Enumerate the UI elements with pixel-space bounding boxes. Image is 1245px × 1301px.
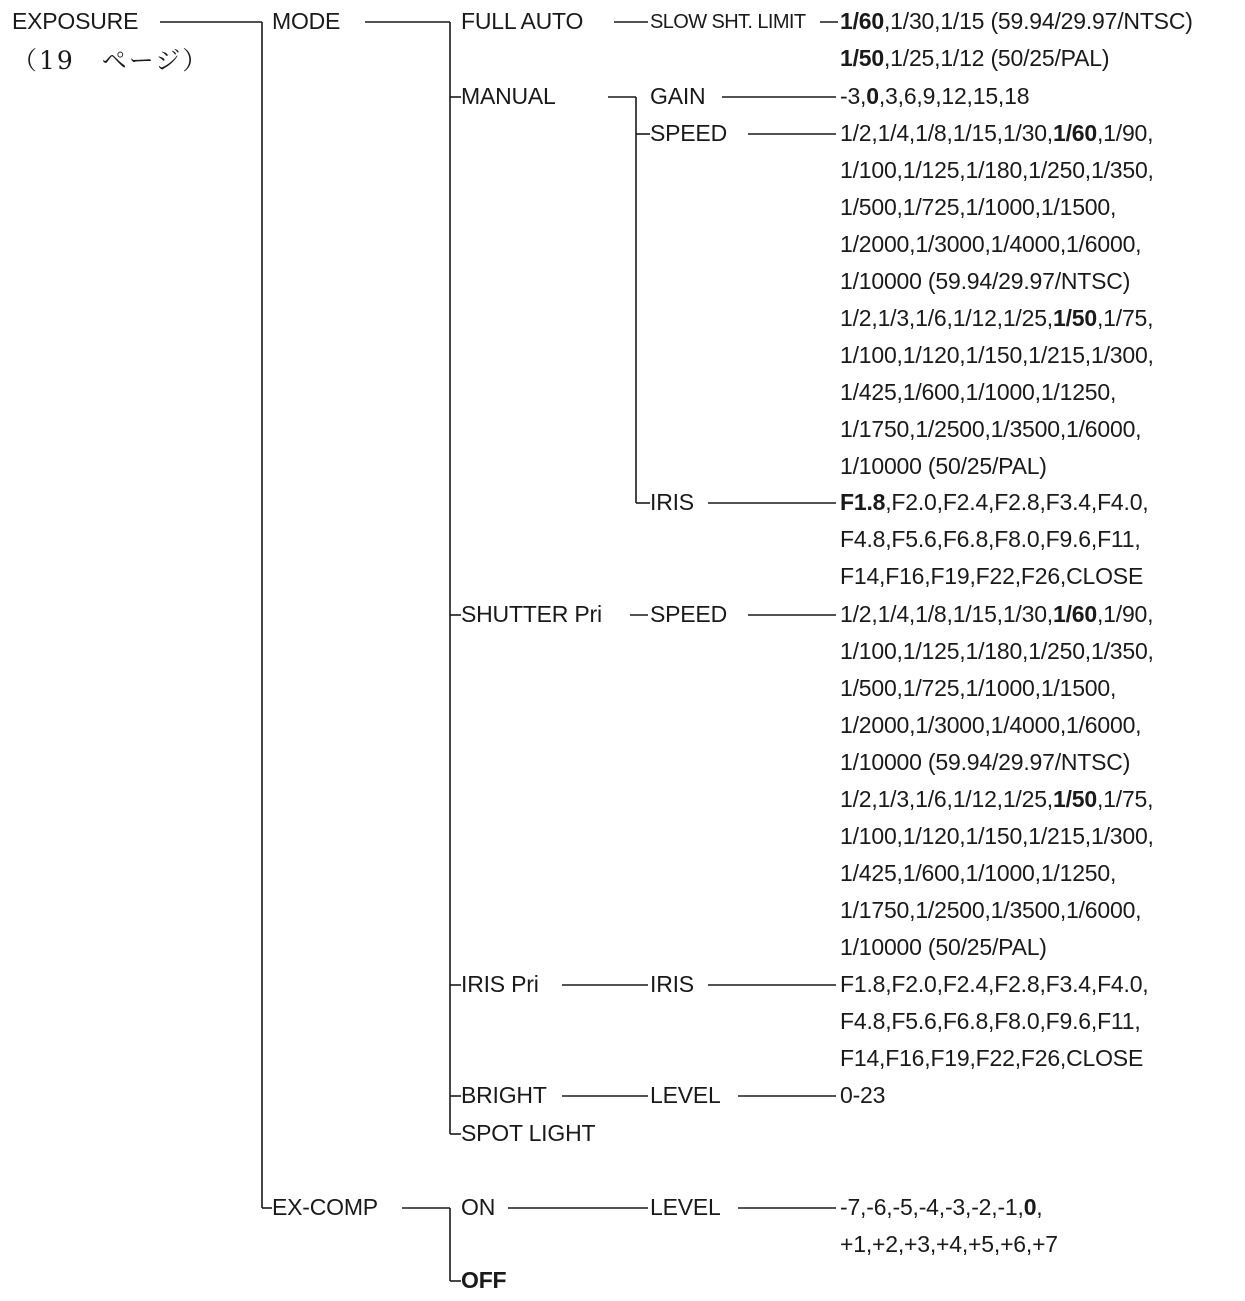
default-value: 0 <box>866 83 879 109</box>
value-text: ,1/75, <box>1096 305 1154 331</box>
value-line <box>840 307 1153 330</box>
full-auto-label: FULL AUTO <box>461 10 587 33</box>
value-text: ,1/25,1/12 (50/25/PAL) <box>883 45 1110 71</box>
value-text: ,1/75, <box>1096 786 1154 812</box>
value-text: ,1/90, <box>1096 120 1154 146</box>
default-value: 1/60 <box>840 8 884 34</box>
value-text: F4.8,F5.6,F6.8,F8.0,F9.6,F11, <box>840 1008 1141 1034</box>
value-line <box>840 1010 1141 1033</box>
value-text: -3, <box>840 83 867 109</box>
value-text: +1,+2,+3,+4,+5,+6,+7 <box>840 1231 1058 1257</box>
ex-comp-on-label: ON <box>461 1196 499 1219</box>
value-line <box>840 233 1141 256</box>
ex-comp-off-label: OFF <box>461 1269 510 1292</box>
default-value: 1/50 <box>1053 786 1097 812</box>
ex-comp-label: EX-COMP <box>272 1196 382 1219</box>
ex-comp-level-label: LEVEL <box>650 1196 725 1219</box>
value-line <box>840 122 1153 145</box>
value-line <box>840 751 1130 774</box>
page-reference: （19 ページ） <box>12 46 210 75</box>
value-line <box>840 10 1193 33</box>
slow-sht-limit-label: SLOW SHT. LIMIT <box>650 12 809 32</box>
value-line <box>840 862 1116 885</box>
manual-speed-label: SPEED <box>650 122 731 145</box>
value-text: F14,F16,F19,F22,F26,CLOSE <box>840 1045 1144 1071</box>
default-value: 1/50 <box>1053 305 1097 331</box>
iris-pri-label: IRIS Pri <box>461 973 543 996</box>
value-text: 1/2,1/3,1/6,1/12,1/25, <box>840 786 1053 812</box>
value-text: 1/100,1/120,1/150,1/215,1/300, <box>840 823 1154 849</box>
default-value: 1/50 <box>840 45 884 71</box>
value-text: F4.8,F5.6,F6.8,F8.0,F9.6,F11, <box>840 526 1141 552</box>
shutter-pri-label: SHUTTER Pri <box>461 603 606 626</box>
value-line <box>840 528 1141 551</box>
bright-label: BRIGHT <box>461 1084 551 1107</box>
value-line <box>840 270 1130 293</box>
value-text: 0-23 <box>840 1082 886 1108</box>
value-text: ,F2.0,F2.4,F2.8,F3.4,F4.0, <box>885 489 1149 515</box>
value-text: 1/425,1/600,1/1000,1/1250, <box>840 860 1117 886</box>
value-line <box>840 603 1153 626</box>
value-text: 1/2,1/3,1/6,1/12,1/25, <box>840 305 1053 331</box>
value-line <box>840 491 1149 514</box>
value-line <box>840 85 1029 108</box>
value-line <box>840 455 1047 478</box>
exposure-label: EXPOSURE <box>12 10 142 33</box>
value-line <box>840 825 1154 848</box>
value-text: ,1/90, <box>1096 601 1154 627</box>
value-line <box>840 899 1141 922</box>
manual-label: MANUAL <box>461 85 560 108</box>
value-line <box>840 196 1116 219</box>
mode-label: MODE <box>272 10 344 33</box>
value-text: F1.8,F2.0,F2.4,F2.8,F3.4,F4.0, <box>840 971 1149 997</box>
manual-iris-label: IRIS <box>650 491 698 514</box>
value-text: 1/10000 (50/25/PAL) <box>840 453 1047 479</box>
value-text: F14,F16,F19,F22,F26,CLOSE <box>840 563 1144 589</box>
value-text: 1/425,1/600,1/1000,1/1250, <box>840 379 1117 405</box>
value-line <box>840 159 1154 182</box>
value-line <box>840 677 1116 700</box>
default-value: 1/60 <box>1053 120 1097 146</box>
value-text: 1/100,1/120,1/150,1/215,1/300, <box>840 342 1154 368</box>
value-text: 1/100,1/125,1/180,1/250,1/350, <box>840 638 1154 664</box>
value-line <box>840 973 1148 996</box>
value-line <box>840 1196 1042 1219</box>
value-text: -7,-6,-5,-4,-3,-2,-1, <box>840 1194 1024 1220</box>
value-text: 1/1750,1/2500,1/3500,1/6000, <box>840 897 1142 923</box>
value-text: 1/1750,1/2500,1/3500,1/6000, <box>840 416 1142 442</box>
value-line <box>840 788 1153 811</box>
value-line <box>840 1233 1058 1256</box>
default-value: 0 <box>1023 1194 1037 1220</box>
value-text: 1/500,1/725,1/1000,1/1500, <box>840 675 1117 701</box>
value-line <box>840 418 1141 441</box>
value-text: 1/100,1/125,1/180,1/250,1/350, <box>840 157 1154 183</box>
default-value: F1.8 <box>840 489 886 515</box>
shutter-pri-speed-label: SPEED <box>650 603 731 626</box>
manual-gain-label: GAIN <box>650 85 709 108</box>
bright-level-label: LEVEL <box>650 1084 725 1107</box>
value-line <box>840 1047 1143 1070</box>
value-text: 1/2000,1/3000,1/4000,1/6000, <box>840 712 1142 738</box>
value-line <box>840 565 1143 588</box>
value-line <box>840 381 1116 404</box>
value-text: 1/2,1/4,1/8,1/15,1/30, <box>840 601 1053 627</box>
spot-light-label: SPOT LIGHT <box>461 1122 599 1145</box>
value-line <box>840 936 1047 959</box>
value-text: 1/10000 (59.94/29.97/NTSC) <box>840 749 1131 775</box>
value-text: 1/10000 (50/25/PAL) <box>840 934 1047 960</box>
value-text: ,3,6,9,12,15,18 <box>878 83 1030 109</box>
value-text: , <box>1036 1194 1043 1220</box>
value-text: 1/10000 (59.94/29.97/NTSC) <box>840 268 1131 294</box>
value-text: 1/500,1/725,1/1000,1/1500, <box>840 194 1117 220</box>
value-text: 1/2000,1/3000,1/4000,1/6000, <box>840 231 1142 257</box>
value-line <box>840 640 1154 663</box>
value-text: ,1/30,1/15 (59.94/29.97/NTSC) <box>883 8 1193 34</box>
value-line <box>840 1084 885 1107</box>
iris-pri-iris-label: IRIS <box>650 973 698 996</box>
value-text: 1/2,1/4,1/8,1/15,1/30, <box>840 120 1053 146</box>
value-line <box>840 47 1109 70</box>
value-line <box>840 344 1154 367</box>
default-value: 1/60 <box>1053 601 1097 627</box>
value-line <box>840 714 1141 737</box>
